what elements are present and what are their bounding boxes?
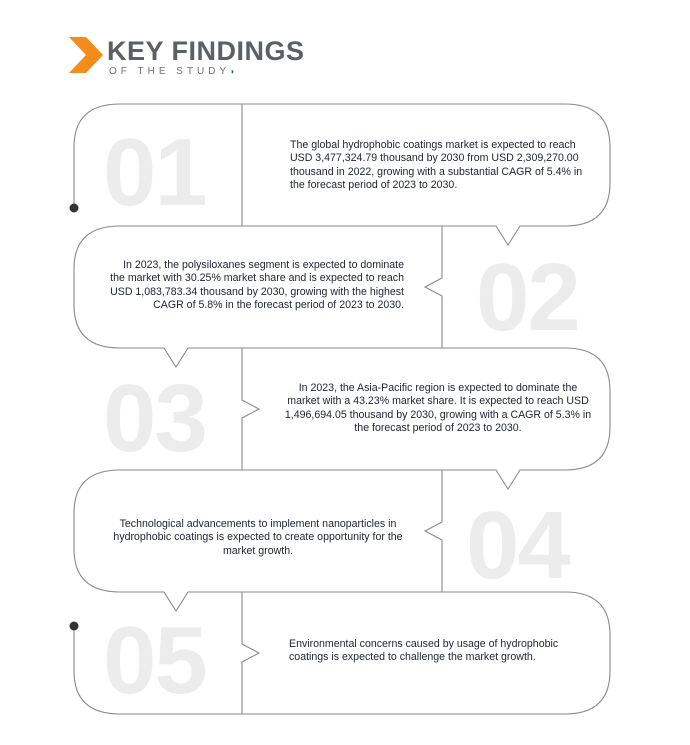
finding-text-02: In 2023, the polysiloxanes segment is expected to dominate the market with 30.25% market share and is expected to reach USD 1,083,783.34 thousand by 2030, growing with the highest CAGR of 5.8% in the forecast period of 2023 to 2030.: [110, 259, 404, 312]
finding-number-04: 04: [466, 492, 569, 599]
finding-text-01: The global hydrophobic coatings market is expected to reach USD 3,477,324.79 thousand by 2030 from USD 2,309,270.00 thousand in 2022, growing with a substantial CAGR of 5.4% in the forecast period of 2023 to 2030.: [290, 139, 583, 192]
crescent-icon: ◗: [230, 67, 235, 76]
finding-text-05: Environmental concerns caused by usage of hydrophobic coatings is expected to challenge the market growth.: [289, 638, 559, 664]
page-subtitle: [109, 66, 235, 77]
finding-connector-03: [242, 348, 259, 470]
finding-number-03: 03: [103, 365, 206, 472]
page-subtitle-text: OF THE STUDY: [109, 66, 231, 77]
finding-text-03: In 2023, the Asia-Pacific region is expected to dominate the market with a 43.23% market share. It is expected to reach USD 1,496,694.05 thousand by 2030, growing with a CAGR of 5.3% in the forecast period of 2023 to 2030.: [284, 382, 592, 435]
flow-end-dot: [70, 622, 79, 631]
finding-number-01: 01: [103, 119, 206, 226]
finding-connector-02: [425, 226, 442, 348]
flow-start-dot: [70, 204, 79, 213]
finding-text-04: Technological advancements to implement nanoparticles in hydrophobic coatings is expected to create opportunity for the market growth.: [113, 518, 403, 557]
finding-connector-04: [425, 470, 442, 592]
page-title: KEY FINDINGS: [107, 36, 305, 66]
finding-number-02: 02: [476, 244, 579, 351]
finding-connector-05: [242, 592, 259, 714]
chevron-logo-icon: [69, 37, 103, 73]
finding-number-05: 05: [103, 607, 206, 714]
